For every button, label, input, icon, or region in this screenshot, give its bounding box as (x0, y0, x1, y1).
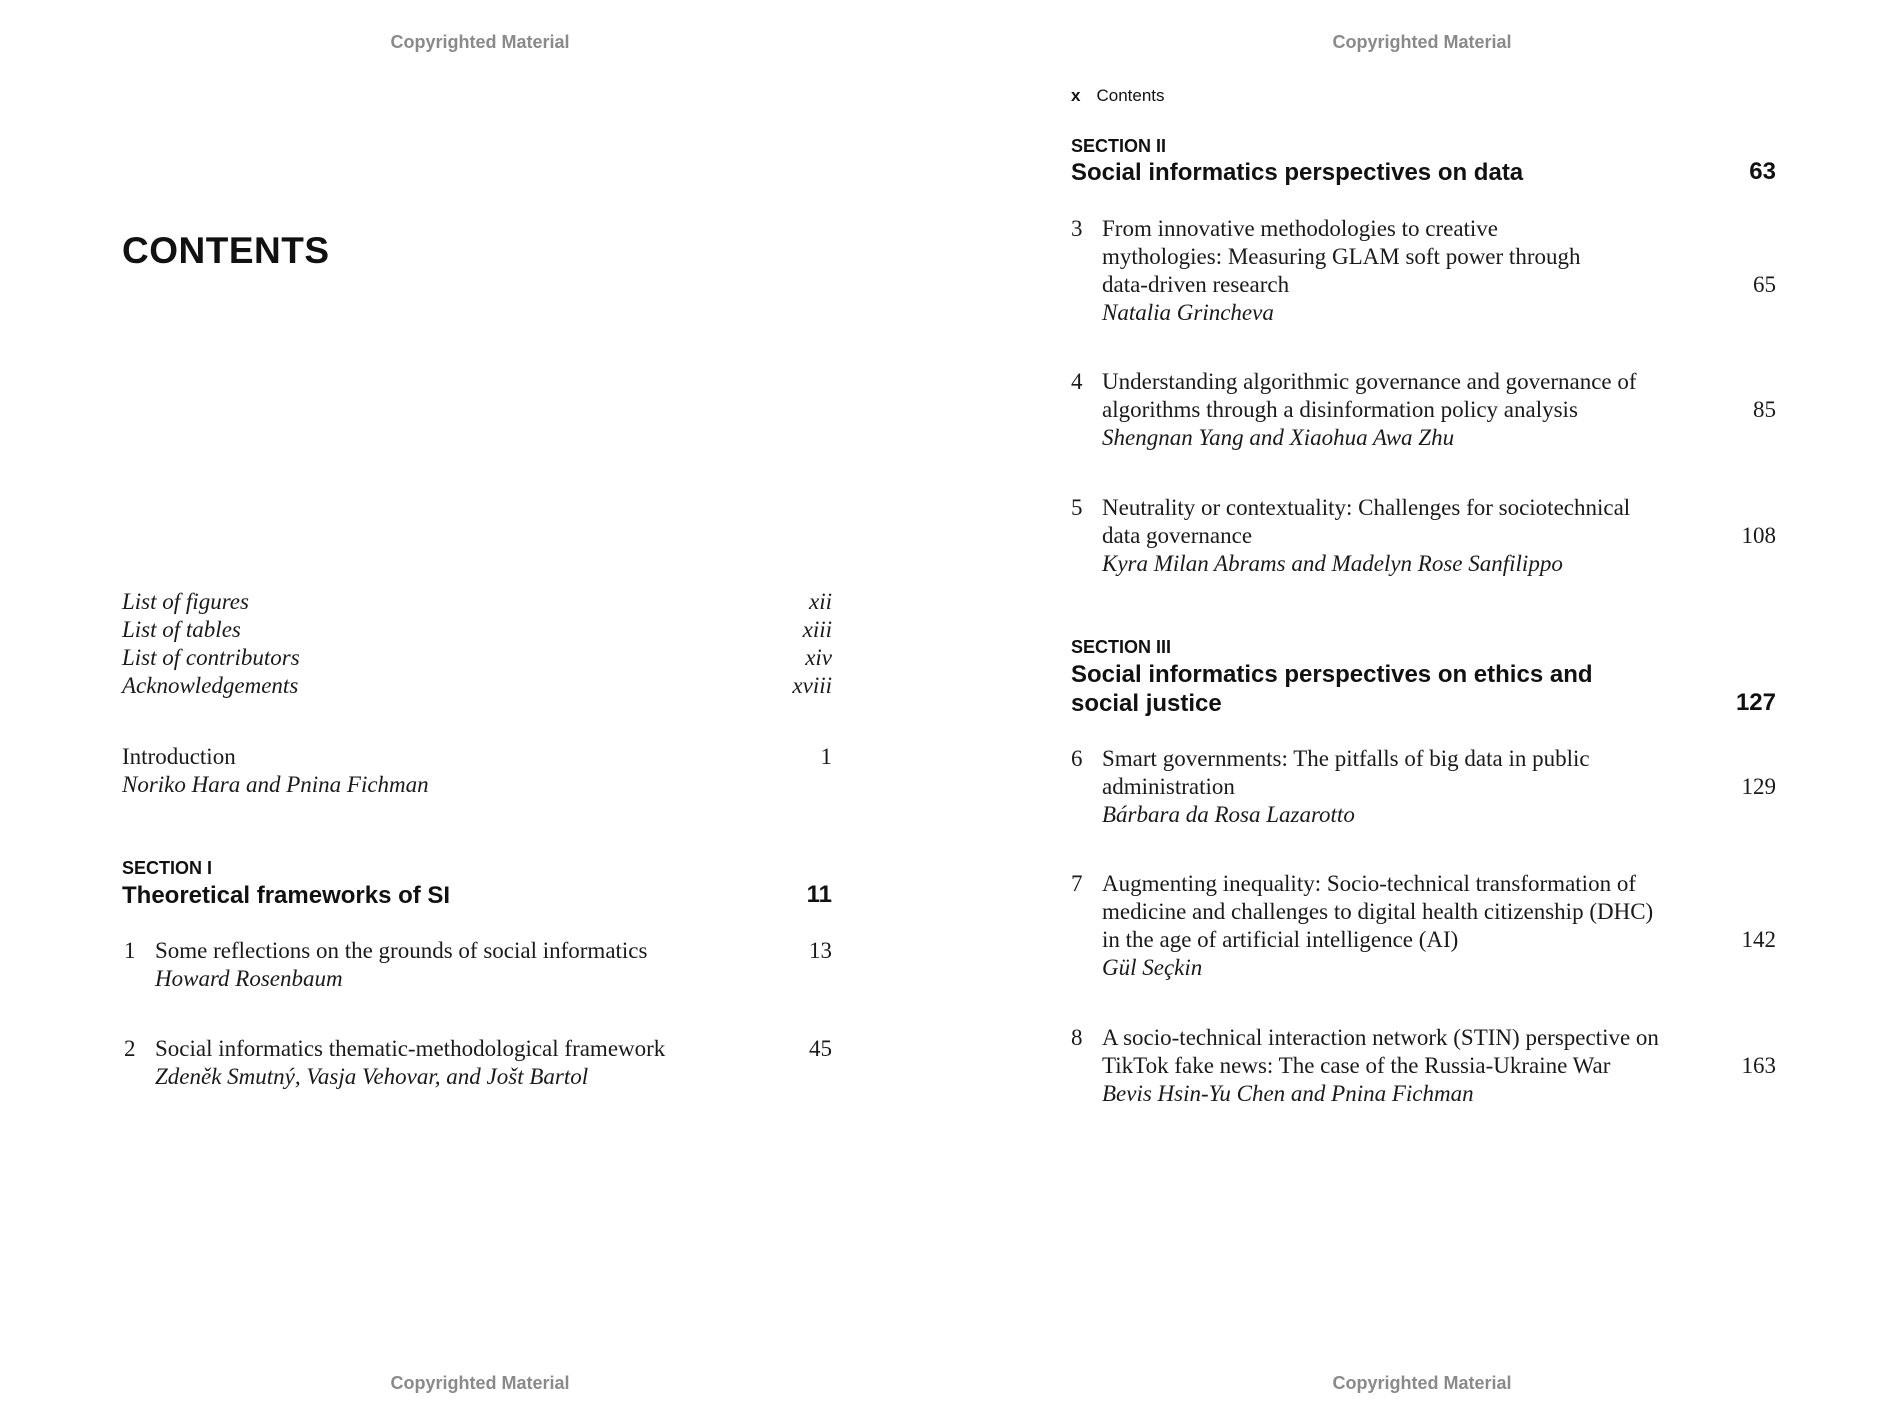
introduction-author: Noriko Hara and Pnina Fichman (122, 772, 429, 797)
footer-copyright: Copyrighted Material (1332, 1373, 1512, 1393)
front-matter-item[interactable] (122, 645, 832, 673)
chapter-author: Bevis Hsin-Yu Chen and Pnina Fichman (1102, 1081, 1474, 1106)
chapter-title: Some reflections on the grounds of social informatics (155, 938, 648, 963)
introduction-page: 1 (820, 744, 832, 769)
chapter-title-line: From innovative methodologies to creative (1102, 216, 1499, 241)
front-matter-item[interactable] (122, 673, 832, 701)
chapter-author: Shengnan Yang and Xiaohua Awa Zhu (1102, 425, 1455, 450)
chapter-number: 1 (124, 938, 136, 963)
section-2-page: 63 (1749, 158, 1776, 185)
section-3-label: SECTION III (1071, 637, 1172, 657)
chapter-entry[interactable] (1071, 745, 1776, 831)
running-head-label: Contents (1096, 86, 1165, 105)
chapter-entry[interactable] (1071, 1024, 1776, 1110)
front-matter-page: xiii (802, 617, 832, 642)
chapter-page: 45 (809, 1036, 832, 1061)
chapter-title-line: algorithms through a disinformation policy analysis (1102, 397, 1578, 422)
chapter-title-line: mythologies: Measuring GLAM soft power through (1102, 244, 1581, 269)
chapter-number: 3 (1071, 216, 1083, 241)
chapter-author: Bárbara da Rosa Lazarotto (1102, 802, 1355, 827)
front-matter-label: List of figures (122, 589, 249, 614)
front-matter-page: xiv (805, 645, 832, 670)
chapter-title-line: medicine and challenges to digital health citizenship (DHC) (1102, 899, 1654, 924)
chapter-entry[interactable] (1071, 368, 1776, 454)
chapter-author: Zdeněk Smutný, Vasja Vehovar, and Jošt Bartol (155, 1064, 589, 1089)
front-matter-label: List of tables (122, 617, 241, 642)
chapter-title-line: TikTok fake news: The case of the Russia-Ukraine War (1102, 1053, 1611, 1078)
chapter-entry[interactable] (124, 1035, 832, 1095)
introduction-entry[interactable] (122, 743, 832, 803)
chapter-entry[interactable] (124, 937, 832, 997)
chapter-author: Natalia Grincheva (1102, 300, 1274, 325)
section-1-title[interactable]: Theoretical frameworks of SI (122, 882, 451, 909)
chapter-number: 4 (1071, 369, 1083, 394)
front-matter-label: List of contributors (122, 645, 300, 670)
front-matter-page: xii (809, 589, 832, 614)
front-matter-item[interactable] (122, 617, 832, 645)
front-matter-item[interactable] (122, 589, 832, 617)
section-3-title-line: social justice (1071, 690, 1222, 717)
chapter-title-line: administration (1102, 774, 1235, 799)
chapter-title-line: A socio-technical interaction network (STIN) perspective on (1102, 1025, 1659, 1050)
front-matter-page: xviii (792, 673, 832, 698)
chapter-number: 7 (1071, 871, 1083, 896)
chapter-page: 108 (1741, 523, 1776, 548)
chapter-page: 129 (1741, 774, 1776, 799)
header-copyright: Copyrighted Material (390, 32, 570, 52)
front-matter-label: Acknowledgements (122, 673, 299, 698)
header-copyright: Copyrighted Material (1332, 32, 1512, 52)
section-2-title[interactable]: Social informatics perspectives on data (1071, 159, 1524, 186)
chapter-page: 163 (1741, 1053, 1776, 1078)
introduction-title: Introduction (122, 744, 236, 769)
front-matter-list (122, 589, 832, 701)
section-3-page: 127 (1735, 689, 1776, 716)
chapter-title-line: data-driven research (1102, 272, 1290, 297)
running-head-page-number: x (1071, 86, 1081, 105)
chapter-page: 13 (809, 938, 832, 963)
chapter-author: Kyra Milan Abrams and Madelyn Rose Sanfilippo (1102, 551, 1563, 576)
chapter-title-line: Understanding algorithmic governance and governance of (1102, 369, 1637, 394)
chapter-title-line: Augmenting inequality: Socio-technical transformation of (1102, 871, 1636, 896)
chapter-title-line: data governance (1102, 523, 1253, 548)
contents-title: CONTENTS (122, 230, 330, 271)
chapter-author: Howard Rosenbaum (155, 966, 343, 991)
section-1-label: SECTION I (122, 858, 213, 878)
section-1-page: 11 (806, 881, 832, 908)
chapter-page: 142 (1741, 927, 1776, 952)
chapter-title: Social informatics thematic-methodological framework (155, 1036, 666, 1061)
chapter-page: 65 (1753, 272, 1776, 297)
running-head (1071, 86, 1165, 106)
section-3-title-line: Social informatics perspectives on ethics and (1071, 661, 1593, 688)
chapter-title-line: Neutrality or contextuality: Challenges for sociotechnical (1102, 495, 1631, 520)
chapter-number: 2 (124, 1036, 136, 1061)
chapter-author: Gül Seçkin (1102, 955, 1203, 980)
chapter-entry[interactable] (1071, 215, 1776, 330)
chapter-title-line: Smart governments: The pitfalls of big data in public (1102, 746, 1590, 771)
chapter-title-line: in the age of artificial intelligence (AI) (1102, 927, 1459, 952)
section-2-label: SECTION II (1071, 136, 1167, 156)
chapter-number: 8 (1071, 1025, 1083, 1050)
chapter-page: 85 (1753, 397, 1776, 422)
chapter-entry[interactable] (1071, 494, 1776, 580)
section-3-title[interactable] (1071, 660, 1593, 718)
footer-copyright: Copyrighted Material (390, 1373, 570, 1393)
chapter-entry[interactable] (1071, 870, 1776, 985)
chapter-number: 6 (1071, 746, 1083, 771)
chapter-number: 5 (1071, 495, 1083, 520)
